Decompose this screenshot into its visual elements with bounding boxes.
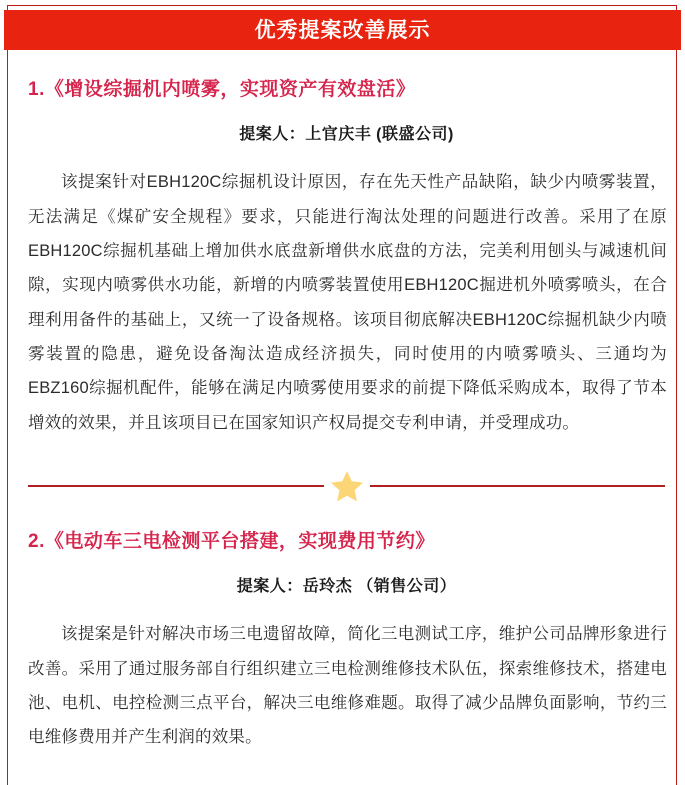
divider-line-right: [370, 485, 666, 487]
proposal-author-2: 提案人：岳玲杰 （销售公司）: [236, 577, 457, 595]
proposal-heading-1: 1.《增设综掘机内喷雾，实现资产有效盘活》: [28, 79, 416, 100]
page-title: 优秀提案改善展示: [254, 18, 431, 42]
proposal-heading-2: 2.《电动车三电检测平台搭建，实现费用节约》: [28, 530, 435, 552]
proposal-author-1: 提案人：上官庆丰 (联盛公司): [239, 125, 454, 143]
divider-line-left: [28, 485, 324, 487]
star-icon: [324, 470, 370, 504]
proposal-item-2: [22, 502, 671, 755]
section-divider: [22, 440, 671, 502]
content-area: [0, 50, 685, 755]
proposal-item-1: [22, 50, 671, 440]
proposal-body-1: 该提案针对EBH120C综掘机设计原因，存在先天性产品缺陷，缺少内喷雾装置，无法满足《煤矿安全规程》要求，只能进行淘汰处理的问题进行改善。采用了在原EBH120C综掘机基础上增加供水底盘新增供水底盘的方法，完美利用刨头与减速机间隙，实现内喷雾供水功能，新增的内喷雾装置使用EBH120C掘进机外喷雾喷头，在合理利用备件的基础上，又统一了设备规格。该项目彻底解决EBH120C综掘机缺少内喷雾装置的隐患，避免设备淘汰造成经济损失，同时使用的内喷雾喷头、三通均为EBZ160综掘机配件，能够在满足内喷雾使用要求的前提下降低采购成本，取得了节本增效的效果，并且该项目已在国家知识产权局提交专利申请，并受理成功。: [28, 173, 667, 432]
proposal-body-2: 该提案是针对解决市场三电遗留故障，简化三电测试工序，维护公司品牌形象进行改善。采用了通过服务部自行组织建立三电检测维修技术队伍，探索维修技术，搭建电池、电机、电控检测三点平台，解决三电维修难题。取得了减少品牌负面影响，节约三电维修费用并产生利润的效果。: [28, 625, 667, 747]
page-banner: [4, 10, 681, 50]
